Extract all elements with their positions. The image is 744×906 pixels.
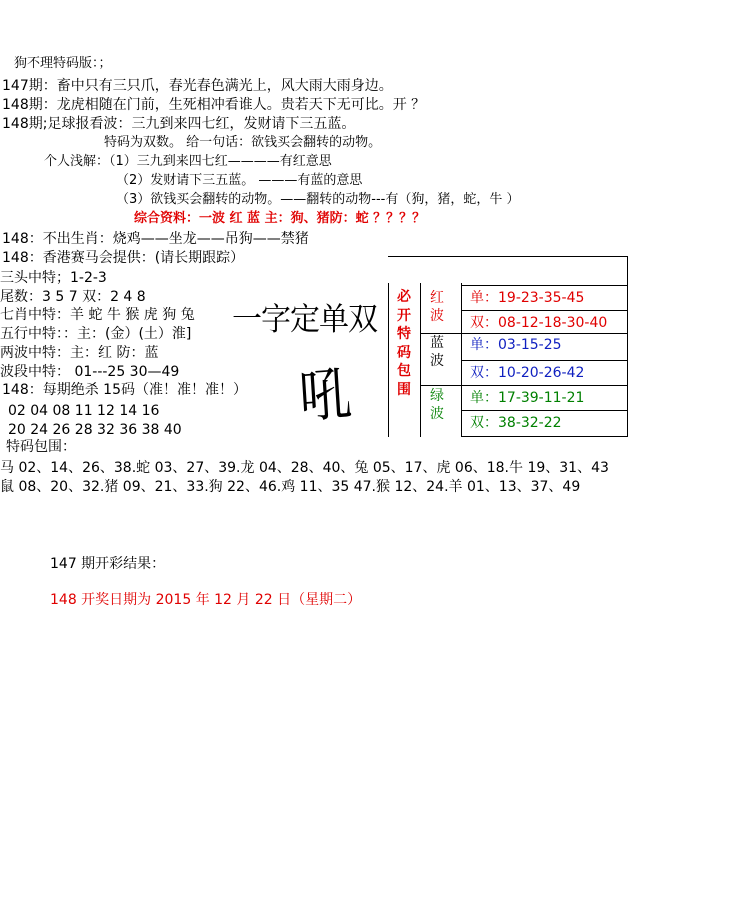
- calligraphy-title: 一字定单双: [232, 301, 377, 339]
- line-zodiac2: 鼠 08、20、32.猪 09、21、33.狗 22、46.鸡 11、35 47.猴 12、24.羊 01、13、37、49: [0, 479, 581, 495]
- line-liangbo: 两波中特：主：红 防：蓝: [0, 345, 159, 361]
- line-zonghe: 综合资料：一波 红 蓝 主：狗、猪防：蛇 ？？？？: [134, 211, 426, 226]
- line-santou: 三头中特；1-2-3: [0, 270, 107, 286]
- draw-date: 148 开奖日期为 2015 年 12 月 22 日（星期二）: [50, 592, 362, 608]
- group-red-label: 红波: [430, 290, 444, 324]
- table-row: [470, 414, 562, 432]
- line-buchu: 148：不出生肖：烧鸡——坐龙——吊狗——禁猪: [2, 231, 309, 247]
- title-dots: ；: [98, 56, 112, 71]
- table-row: [470, 336, 562, 354]
- line-baowei: 特码包围：: [6, 439, 76, 455]
- line-jiejie: 个人浅解：（1）三九到来四七红————有红意思: [44, 154, 332, 169]
- result-heading: 147 期开彩结果：: [50, 556, 166, 572]
- line-hk: 148：香港赛马会提供：(请长期跟踪）: [2, 250, 245, 266]
- line-j2: （2）发财请下三五蓝。 ———有蓝的意思: [116, 173, 363, 188]
- line-nums1: 02 04 08 11 12 14 16: [8, 403, 160, 419]
- row-label: 单：: [470, 337, 498, 353]
- row-values: 08-12-18-30-40: [498, 315, 608, 331]
- group-green-label: 绿波: [430, 388, 444, 422]
- line-qixiao: 七肖中特：羊 蛇 牛 猴 虎 狗 兔: [0, 307, 195, 323]
- line-nums2: 20 24 26 28 32 36 38 40: [8, 422, 182, 438]
- table-side-label: 必开特码包围: [397, 289, 411, 398]
- row-values: 17-39-11-21: [498, 390, 585, 406]
- row-values: 03-15-25: [498, 337, 562, 353]
- table-row: [470, 314, 607, 332]
- row-values: 19-23-35-45: [498, 290, 585, 306]
- table-row: [470, 389, 584, 407]
- row-label: 单：: [470, 290, 498, 306]
- line-boduan: 波段中特： 01---25 30—49: [0, 364, 180, 380]
- title-text: 狗不理特码版：: [14, 56, 99, 71]
- line-juesha: 148：每期绝杀 15码（准！准！准！）: [2, 382, 247, 398]
- line-148a: 148期：龙虎相随在门前，生死相冲看谁人。贵若天下无可比。开 ？: [2, 97, 426, 113]
- line-tema: 特码为双数。 给一句话：欲钱买会翻转的动物。: [104, 135, 382, 150]
- line-j3: （3）欲钱买会翻转的动物。——翻转的动物---有（狗，猪，蛇，牛 ）: [116, 192, 520, 207]
- line-weishu: 尾数：3 5 7 双：2 4 8: [0, 289, 146, 305]
- row-label: 双：: [470, 415, 498, 431]
- table-row: [470, 364, 584, 382]
- line-147: 147期：畜中只有三只爪，春光春色满光上，风大雨大雨身边。: [2, 78, 393, 94]
- row-values: 10-20-26-42: [498, 365, 585, 381]
- row-label: 双：: [470, 315, 498, 331]
- calligraphy-char: 吼: [297, 359, 354, 431]
- line-zodiac1: 马 02、14、26、38.蛇 03、27、39.龙 04、28、40、兔 05、17、虎 06、18.牛 19、31、43: [0, 460, 609, 476]
- row-values: 38-32-22: [498, 415, 562, 431]
- line-wuxing: 五行中特：：主：(金）(土）淮]: [0, 326, 192, 342]
- page-title: [14, 55, 112, 73]
- row-label: 单：: [470, 390, 498, 406]
- table-row: [470, 289, 584, 307]
- group-blue-label: 蓝波: [430, 335, 444, 369]
- row-label: 双：: [470, 365, 498, 381]
- line-148b: 148期;足球报看波：三九到来四七红，发财请下三五蓝。: [2, 116, 356, 132]
